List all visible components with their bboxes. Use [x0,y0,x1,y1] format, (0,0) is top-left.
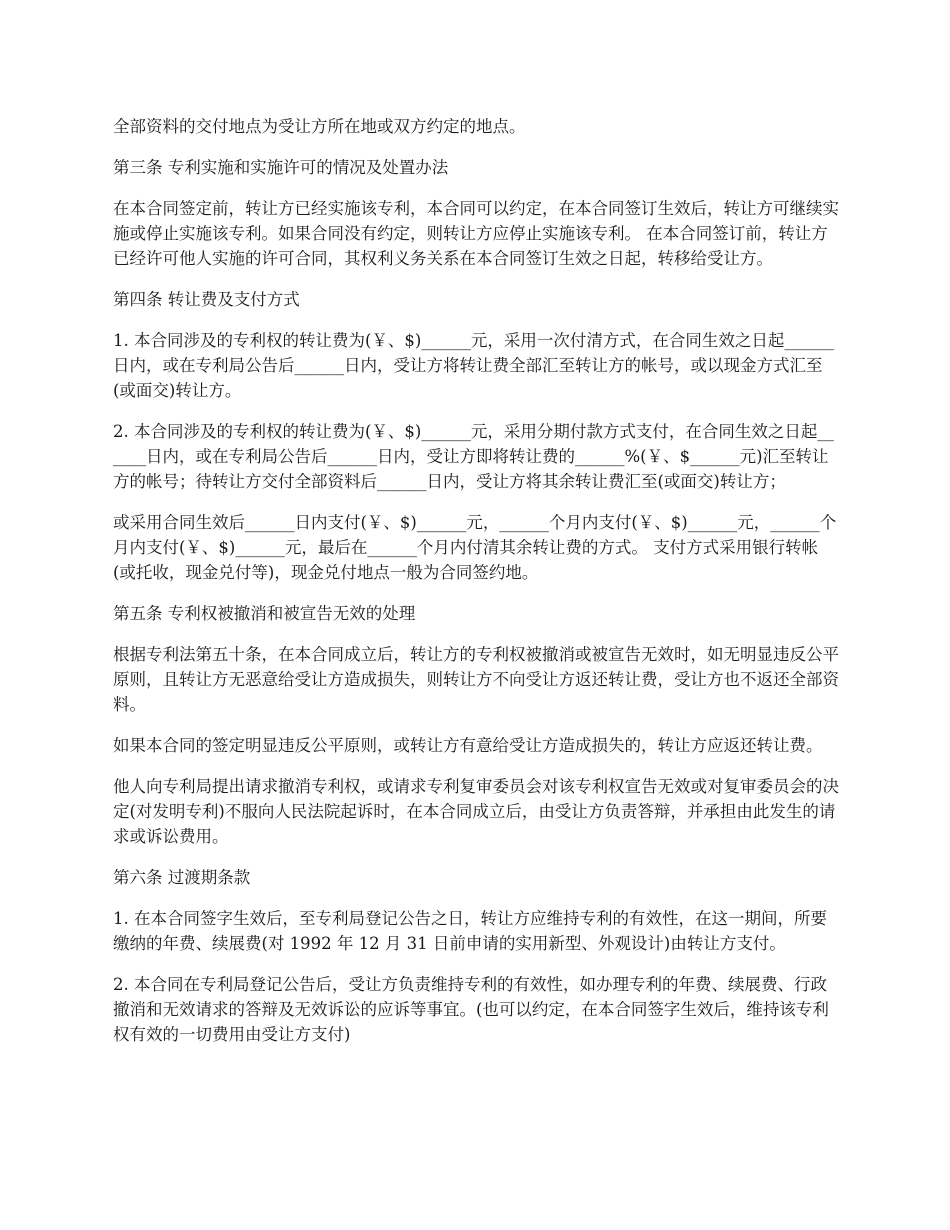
paragraph-article-5-3: 他人向专利局提出请求撤消专利权，或请求专利复审委员会对该专利权宣告无效或对复审委员会的决定(对发明专利)不服向人民法院起诉时，在本合同成立后，由受让方负责答辩，并承担由此发生的请求或诉讼费用。 [113,777,839,846]
paragraph-article-3: 在本合同签定前，转让方已经实施该专利，本合同可以约定，在本合同签订生效后，转让方可继续实施或停止实施该专利。如果合同没有约定，则转让方应停止实施该专利。 在本合同签订前，转让方已经许可他人实施的许可合同，其权利义务关系在本合同签订生效之日起，转移给受让方。 [113,199,839,268]
paragraph-article-4-alternative: 或采用合同生效后______日内支付(￥、$)______元，______个月内支付(￥、$)______元，______个月内支付(￥、$)______元，最后在______个月内付清其余转让费的方式。 支付方式采用银行转帐(或托收，现金兑付等)，现金兑付地点一般为合同签约地。 [113,513,837,582]
heading-article-6: 第六条 过渡期条款 [113,868,251,887]
document-page [113,114,841,1063]
paragraph-article-4-item-1: 1. 本合同涉及的专利权的转让费为(￥、$)______元，采用一次付清方式，在合同生效之日起______日内，或在专利局公告后______日内，受让方将转让费全部汇至转让方的帐号，或以现金方式汇至(或面交)转让方。 [113,331,834,400]
paragraph-article-6-item-1: 1. 在本合同签字生效后，至专利局登记公告之日，转让方应维持专利的有效性，在这一期间，所要缴纳的年费、续展费(对 1992 年 12 月 31 日前申请的实用新型、外观设计)由转让方支付。 [113,909,827,953]
paragraph-article-4-item-2: 2. 本合同涉及的专利权的转让费为(￥、$)______元，采用分期付款方式支付，在合同生效之日起______日内，或在专利局公告后______日内，受让方即将转让费的______%(￥、$______元)汇至转让方的帐号；待转让方交付全部资料后______日内，受让方将其余转让费汇至(或面交)转让方； [113,422,834,491]
heading-article-5: 第五条 专利权被撤消和被宣告无效的处理 [113,604,416,623]
heading-article-4: 第四条 转让费及支付方式 [113,290,300,309]
paragraph-article-5-1: 根据专利法第五十条，在本合同成立后，转让方的专利权被撤消或被宣告无效时，如无明显违反公平原则，且转让方无恶意给受让方造成损失，则转让方不向受让方返还转让费，受让方也不返还全部资料。 [113,645,839,714]
paragraph-article-5-2: 如果本合同的签定明显违反公平原则，或转让方有意给受让方造成损失的，转让方应返还转让费。 [113,736,823,755]
paragraph-article-6-item-2: 2. 本合同在专利局登记公告后，受让方负责维持专利的有效性，如办理专利的年费、续展费、行政撤消和无效请求的答辩及无效诉讼的应诉等事宜。(也可以约定，在本合同签字生效后，维持该专利权有效的一切费用由受让方支付) [113,975,829,1044]
heading-article-3: 第三条 专利实施和实施许可的情况及处置办法 [113,158,449,177]
paragraph-delivery-location: 全部资料的交付地点为受让方所在地或双方约定的地点。 [113,117,526,136]
